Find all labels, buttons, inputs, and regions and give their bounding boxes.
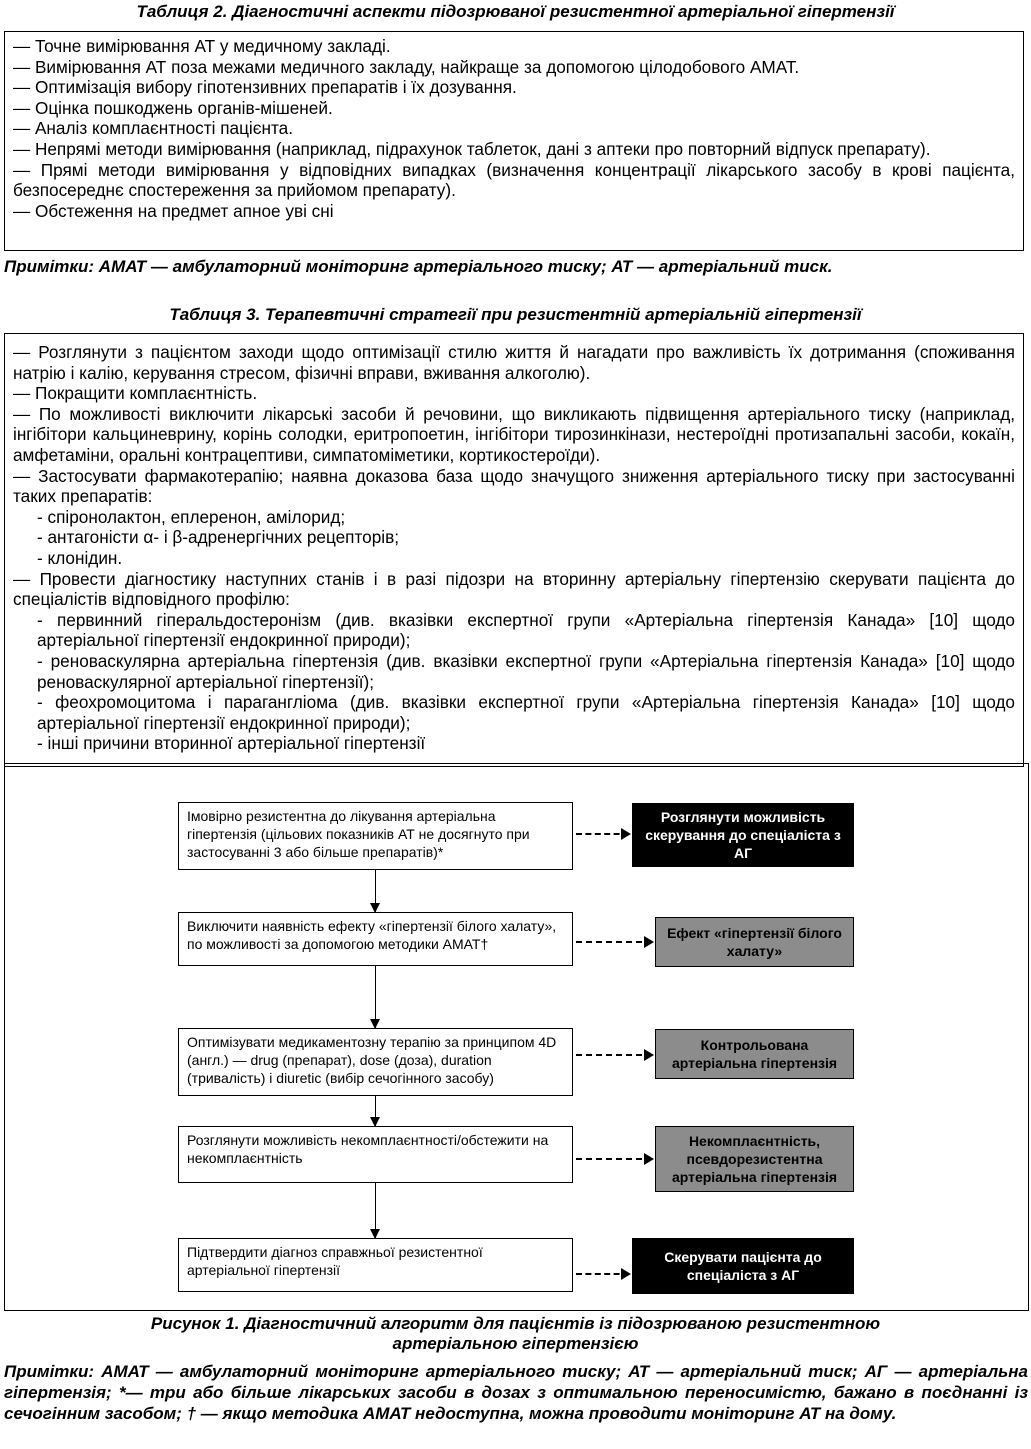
- table3-subrow: - інші причини вторинної артеріальної гіпертензії: [37, 733, 426, 754]
- down-arrow: [375, 870, 376, 912]
- flow-outcome-controlled: Контрольована артеріальна гіпертензія: [655, 1029, 854, 1079]
- dashed-arrow: [576, 1273, 629, 1275]
- dashed-arrow: [576, 1158, 652, 1160]
- flow-step-4: Розглянути можливість некомплаєнтності/обстежити на некомплаєнтність: [178, 1126, 573, 1183]
- table3-box: [4, 333, 1024, 767]
- table3-subrow: - феохромоцитома і парагангліома (див. вказівки експертної групи «Артеріальна гіпертензія Канада» [10] щодо артеріальної гіпертензії ендокринної природи);: [37, 692, 1015, 733]
- table3-subrow: - антагоністи α- і β-адренергічних рецепторів;: [37, 527, 400, 548]
- table2-row: — Вимірювання АТ поза межами медичного закладу, найкраще за допомогою цілодобового АМАТ.: [13, 56, 800, 77]
- table3-subrow: - клонідин.: [37, 547, 123, 568]
- table2-box: [4, 31, 1024, 251]
- table2-row: — Оптимізація вибору гіпотензивних препаратів і їх дозування.: [13, 77, 517, 98]
- table3-subrow: - спіронолактон, еплеренон, амілорид;: [37, 506, 346, 527]
- table2-row: — Непрямі методи вимірювання (наприклад, підрахунок таблеток, дані з аптеки про повторний відпуск препарату).: [13, 138, 931, 159]
- table3-caption: Таблиця 3. Терапевтичні стратегії при резистентній артеріальній гіпертензії: [169, 305, 862, 324]
- table3-subrow: - первинний гіперальдостеронізм (див. вказівки експертної групи «Артеріальна гіпертензія Канада» [10] щодо артеріальної гіпертензії ендокринної природи);: [37, 609, 1015, 651]
- table3-row: — Провести діагностику наступних станів і в разі підозри на вторинну артеріальну гіпертензію скерувати пацієнта до спеціалістів відповідного профілю:: [13, 568, 1015, 610]
- flow-step-1: Імовірно резистентна до лікування артеріальна гіпертензія (цільових показників АТ не досягнуто при застосуванні 3 або більше препаратів)*: [178, 802, 573, 870]
- table3-row: — Покращити комплаєнтність.: [13, 383, 258, 404]
- flow-step-5: Підтвердити діагноз справжньої резистентної артеріальної гіпертензії: [178, 1238, 573, 1292]
- flow-step-3: Оптимізувати медикаментозну терапію за принципом 4D (англ.) — drug (препарат), dose (доза), duration (тривалість) і diuretic (вибір сечогінного засобу): [178, 1028, 573, 1096]
- table2-row: — Обстеження на предмет апное уві сні: [13, 200, 334, 221]
- table3-row: — По можливості виключити лікарські засоби й речовини, що викликають підвищення артеріального тиску (наприклад, інгібітори кальциневрину, корінь солодки, еритропоетин, інгібітори тирозинкінази, нестероїдні протизапальні засоби, кокаїн, амфетаміни, оральні контрацептиви, симпатоміметики, кортикостероїди).: [13, 403, 1015, 465]
- figure-caption: Рисунок 1. Діагностичний алгоритм для пацієнтів із підозрюваною резистентною артеріальною гіпертензією: [150, 1314, 881, 1353]
- flow-outcome-noncompliance: Некомплаєнтність, псевдорезистентна артеріальна гіпертензія: [655, 1126, 854, 1192]
- flow-step-2: Виключити наявність ефекту «гіпертензії білого халату», по можливості за допомогою методики АМАТ†: [178, 912, 573, 966]
- table2-row: — Прямі методи вимірювання у відповідних випадках (визначення концентрації лікарського засобу в крові пацієнта, безпосереднє спостереження за прийомом препарату).: [13, 159, 1015, 201]
- table2-caption: Таблиця 2. Діагностичні аспекти підозрюваної резистентної артеріальної гіпертензії: [136, 2, 895, 21]
- table3-subrow: - реноваскулярна артеріальна гіпертензія (див. вказівки експертної групи «Артеріальна гіпертензія Канада» [10] щодо реноваскулярної артеріальної гіпертензії);: [37, 650, 1015, 692]
- table3-row: — Застосувати фармакотерапію; наявна доказова база щодо значущого зниження артеріального тиску при застосуванні таких препаратів:: [13, 465, 1015, 507]
- flow-outcome-white-coat: Ефект «гіпертензії білого халату»: [655, 917, 854, 967]
- figure-note: Примітки: АМАТ — амбулаторний моніторинг артеріального тиску; АТ — артеріальний тиск; АГ — артеріальна гіпертензія; *— три або більше лікарських засоби в дозах з оптимальною переносимістю, бажано в поєднанні із сечогінним засобом; † — якщо методика АМАТ недоступна, можна проводити моніторинг АТ на дому.: [4, 1362, 1028, 1423]
- down-arrow: [375, 1183, 376, 1238]
- down-arrow: [375, 966, 376, 1028]
- table2-row: — Оцінка пошкоджень органів-мішеней.: [13, 97, 333, 118]
- table3-row: — Розглянути з пацієнтом заходи щодо оптимізації стилю життя й нагадати про важливість їх дотримання (споживання натрію і калію, керування стресом, фізичні вправи, вживання алкоголю).: [13, 342, 1015, 383]
- dashed-arrow: [576, 833, 629, 835]
- table2-row: — Аналіз комплаєнтності пацієнта.: [13, 118, 294, 139]
- down-arrow: [375, 1096, 376, 1126]
- flow-outcome-refer-patient: Скерувати пацієнта до спеціаліста з АГ: [632, 1238, 854, 1294]
- dashed-arrow: [576, 1054, 652, 1056]
- flow-outcome-refer-specialist: Розглянути можливість скерування до спеціаліста з АГ: [632, 803, 854, 867]
- dashed-arrow: [576, 941, 652, 943]
- table2-row: — Точне вимірювання АТ у медичному закладі.: [13, 36, 391, 56]
- table2-note: Примітки: АМАТ — амбулаторний моніторинг артеріального тиску; АТ — артеріальний тиск.: [4, 257, 833, 276]
